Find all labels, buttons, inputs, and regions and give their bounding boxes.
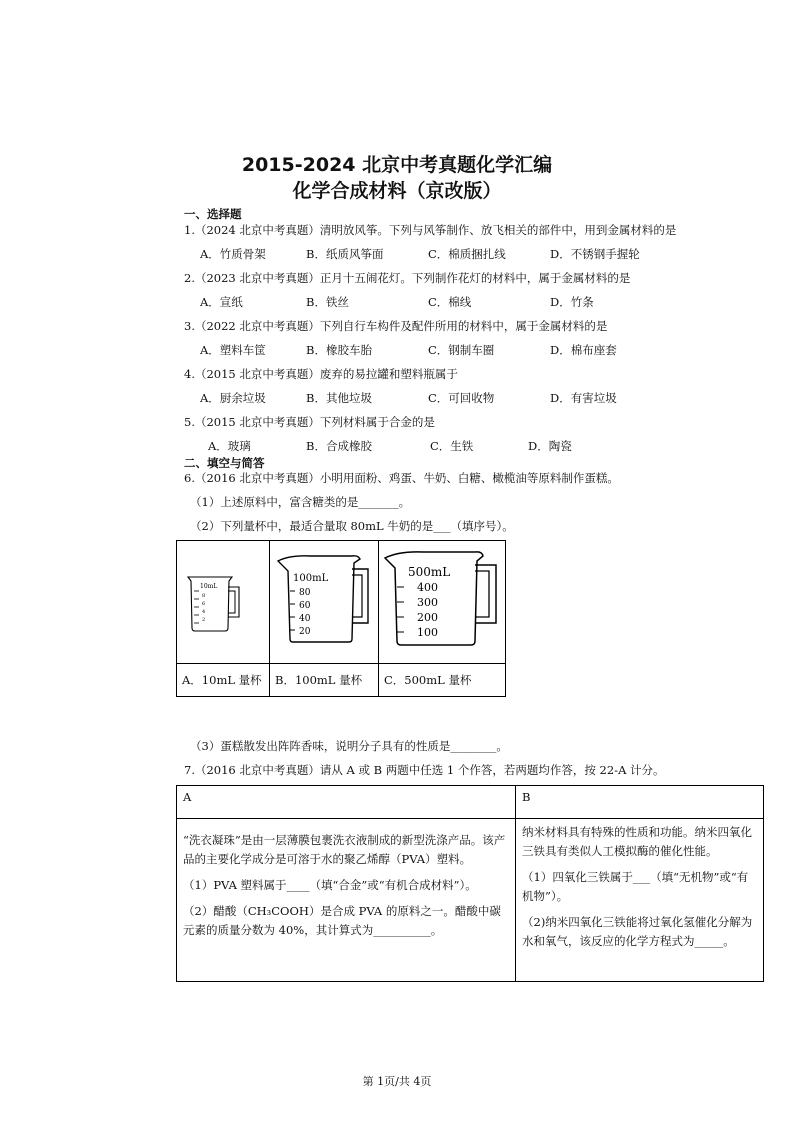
cup-b-cell	[270, 541, 379, 664]
q3-option-b: B．橡胶车胎	[306, 343, 372, 357]
question-6-part-2: （2）下列量杯中，最适合量取 80mL 牛奶的是___（填序号）。	[190, 519, 514, 533]
cup-a-top-label: 10mL	[200, 583, 218, 590]
cup-a-tick: 8	[202, 593, 206, 599]
q4-option-d: D．有害垃圾	[550, 391, 617, 405]
question-2-stem: 2.（2023 北京中考真题）正月十五闹花灯。下列制作花灯的材料中，属于金属材料的是	[184, 271, 631, 285]
cup-c-top-label: 500mL	[408, 565, 451, 579]
question-4-stem: 4.（2015 北京中考真题）废弃的易拉罐和塑料瓶属于	[184, 367, 458, 381]
cup-b-tick: 40	[299, 614, 311, 624]
cup-c-tick: 400	[417, 581, 438, 594]
cup-b-tick: 60	[299, 601, 311, 611]
cup-c-tick: 100	[417, 626, 438, 639]
page-footer: 第 1页/共 4页	[362, 1075, 432, 1088]
col-a-part-2: （2）醋酸（CH₃COOH）是合成 PVA 的原料之一。醋酸中碳元素的质量分数为 40%，其计算式为__________。	[183, 904, 501, 937]
cup-c-caption: C．500mL 量杯	[379, 664, 506, 697]
question-6-part-3: （3）蛋糕散发出阵阵香味，说明分子具有的性质是________。	[190, 739, 508, 753]
col-a-part-1: （1）PVA 塑料属于____（填“合金”或“有机合成材料”）。	[183, 878, 477, 892]
measuring-cup-10ml-icon	[177, 541, 269, 659]
q4-option-b: B．其他垃圾	[306, 391, 372, 405]
q1-option-c: C．棉质捆扎线	[428, 247, 506, 261]
measuring-cups-table	[176, 540, 506, 697]
q5-option-b: B．合成橡胶	[306, 439, 372, 453]
measuring-cup-500ml-icon	[379, 541, 505, 659]
cup-c-tick: 300	[417, 596, 438, 609]
col-b-part-1: （1）四氧化三铁属于___（填“无机物”或“有机物”）。	[522, 870, 749, 903]
section-heading-fill: 二、填空与简答	[184, 456, 265, 470]
question-3-stem: 3.（2022 北京中考真题）下列自行车构件及配件所用的材料中，属于金属材料的是	[184, 319, 608, 333]
col-a-content	[177, 819, 516, 982]
measuring-cup-100ml-icon	[270, 541, 378, 659]
q3-option-d: D．棉布座套	[550, 343, 617, 357]
cup-a-tick: 2	[202, 617, 206, 623]
q2-option-d: D．竹条	[550, 295, 594, 309]
q4-option-a: A．厨余垃圾	[200, 391, 266, 405]
page-subtitle: 化学合成材料（京改版）	[292, 180, 502, 202]
col-b-content	[516, 819, 764, 982]
q3-option-c: C．钢制车圈	[428, 343, 495, 357]
cup-c-tick: 200	[417, 611, 438, 624]
page-title: 2015-2024 北京中考真题化学汇编	[241, 154, 553, 176]
cup-b-tick: 20	[299, 627, 311, 637]
col-b-part-2: （2)纳米四氧化三铁能将过氧化氢催化分解为水和氧气，该反应的化学方程式为_____。	[522, 915, 753, 948]
cup-a-tick: 4	[202, 609, 206, 615]
q5-option-a: A．玻璃	[208, 439, 251, 453]
cup-a-caption: A．10mL 量杯	[177, 664, 270, 697]
q4-option-c: C．可回收物	[428, 391, 495, 405]
q3-option-a: A．塑料车筐	[200, 343, 266, 357]
col-b-intro: 纳米材料具有特殊的性质和功能。纳米四氧化三铁具有类似人工模拟酶的催化性能。	[522, 825, 752, 858]
cup-b-tick: 80	[299, 588, 311, 598]
cup-a-cell	[177, 541, 270, 664]
cup-c-cell	[379, 541, 506, 664]
col-a-intro: “洗衣凝珠”是由一层薄膜包裹洗衣液制成的新型洗涤产品。该产品的主要化学成分是可溶于水的聚乙烯醇（PVA）塑料。	[183, 833, 506, 866]
q5-option-d: D．陶瓷	[528, 439, 572, 453]
question-7-stem: 7.（2016 北京中考真题）请从 A 或 B 两题中任选 1 个作答，若两题均作答，按 22-A 计分。	[184, 763, 665, 777]
q1-option-a: A．竹质骨架	[200, 247, 266, 261]
question-6-part-1: （1）上述原料中，富含糖类的是_______。	[190, 495, 411, 509]
cup-b-top-label: 100mL	[293, 573, 329, 584]
choice-ab-table	[176, 785, 764, 982]
q5-option-c: C．生铁	[430, 439, 474, 453]
q2-option-b: B．铁丝	[306, 295, 349, 309]
q2-option-a: A．宣纸	[200, 295, 243, 309]
question-6-stem: 6.（2016 北京中考真题）小明用面粉、鸡蛋、牛奶、白糖、橄榄油等原料制作蛋糕。	[184, 471, 619, 485]
q1-option-d: D．不锈钢手握轮	[550, 247, 640, 261]
question-1-stem: 1.（2024 北京中考真题）清明放风筝。下列与风筝制作、放飞相关的部件中，用到金属材料的是	[184, 223, 677, 237]
section-heading-choice: 一、选择题	[184, 207, 242, 221]
col-b-header: B	[516, 786, 764, 819]
cup-a-tick: 6	[202, 601, 206, 607]
q1-option-b: B．纸质风筝面	[306, 247, 384, 261]
cup-b-caption: B．100mL 量杯	[270, 664, 379, 697]
question-5-stem: 5.（2015 北京中考真题）下列材料属于合金的是	[184, 415, 435, 429]
col-a-header: A	[177, 786, 516, 819]
q2-option-c: C．棉线	[428, 295, 472, 309]
